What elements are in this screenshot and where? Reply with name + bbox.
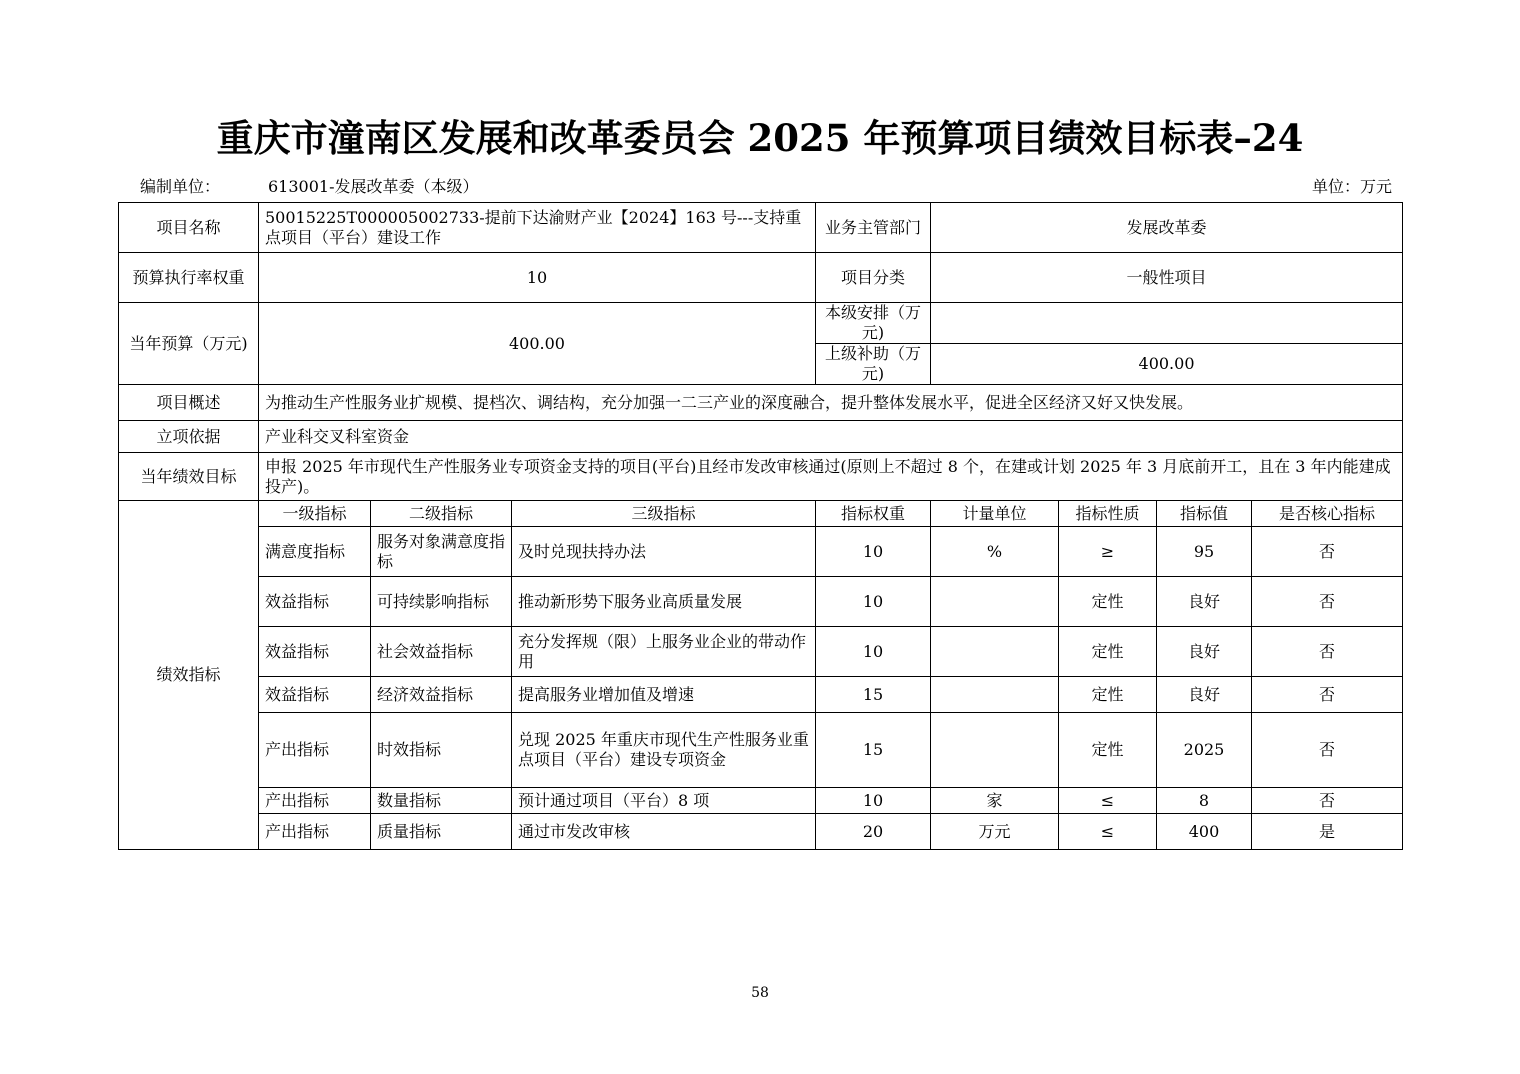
project-name-row xyxy=(119,203,1403,253)
dept-value: 发展改革委 xyxy=(931,203,1403,253)
page-number: 58 xyxy=(751,985,769,1001)
overview-row xyxy=(119,385,1403,421)
local-value xyxy=(931,303,1403,344)
page-title: 重庆市潼南区发展和改革委员会 2025 年预算项目绩效目标表–24 xyxy=(216,116,1304,160)
indicator-level1: 效益指标 xyxy=(259,577,371,627)
budget-label: 当年预算（万元) xyxy=(119,303,259,385)
indicator-row xyxy=(119,627,1403,677)
indicators-section-label: 绩效指标 xyxy=(119,501,259,850)
indicator-level3: 充分发挥规（限）上服务业企业的带动作用 xyxy=(512,627,816,677)
project-name-label: 项目名称 xyxy=(119,203,259,253)
indicator-unit: 万元 xyxy=(931,814,1059,850)
indicator-nature: ≥ xyxy=(1059,527,1157,577)
indicator-level1: 产出指标 xyxy=(259,788,371,814)
project-name-value: 50015225T000005002733-提前下达渝财产业【2024】163 号---支持重点项目（平台）建设工作 xyxy=(259,203,816,253)
header-value: 指标值 xyxy=(1157,501,1252,527)
money-unit: 单位：万元 xyxy=(1311,177,1392,196)
indicator-level3: 及时兑现扶持办法 xyxy=(512,527,816,577)
indicator-core: 否 xyxy=(1252,627,1403,677)
indicator-core: 是 xyxy=(1252,814,1403,850)
indicator-level3: 提高服务业增加值及增速 xyxy=(512,677,816,713)
performance-target-table xyxy=(118,202,1403,850)
indicator-level2: 服务对象满意度指标 xyxy=(371,527,512,577)
superior-label: 上级补助（万元) xyxy=(816,344,931,385)
indicator-nature: 定性 xyxy=(1059,577,1157,627)
header-level3: 三级指标 xyxy=(512,501,816,527)
compiling-unit-value: 613001-发展改革委（本级） xyxy=(268,177,479,196)
weight-label: 预算执行率权重 xyxy=(119,253,259,303)
indicator-value: 400 xyxy=(1157,814,1252,850)
header-core: 是否核心指标 xyxy=(1252,501,1403,527)
indicator-unit xyxy=(931,627,1059,677)
indicator-level2: 数量指标 xyxy=(371,788,512,814)
indicator-nature: 定性 xyxy=(1059,677,1157,713)
indicator-unit: % xyxy=(931,527,1059,577)
indicator-level2: 经济效益指标 xyxy=(371,677,512,713)
indicator-core: 否 xyxy=(1252,527,1403,577)
indicator-row xyxy=(119,814,1403,850)
indicator-row xyxy=(119,527,1403,577)
basis-label: 立项依据 xyxy=(119,421,259,453)
indicator-weight: 10 xyxy=(816,627,931,677)
indicator-value: 良好 xyxy=(1157,677,1252,713)
indicator-nature: ≤ xyxy=(1059,788,1157,814)
indicator-level1: 效益指标 xyxy=(259,677,371,713)
budget-value: 400.00 xyxy=(259,303,816,385)
indicator-core: 否 xyxy=(1252,677,1403,713)
indicator-core: 否 xyxy=(1252,713,1403,788)
indicator-unit xyxy=(931,577,1059,627)
compiling-unit-label: 编制单位： xyxy=(140,177,221,196)
indicator-row xyxy=(119,677,1403,713)
indicator-core: 否 xyxy=(1252,577,1403,627)
indicator-nature: ≤ xyxy=(1059,814,1157,850)
indicator-value: 8 xyxy=(1157,788,1252,814)
goal-label: 当年绩效目标 xyxy=(119,453,259,501)
goal-row xyxy=(119,453,1403,501)
header-level2: 二级指标 xyxy=(371,501,512,527)
indicator-level1: 产出指标 xyxy=(259,713,371,788)
dept-label: 业务主管部门 xyxy=(816,203,931,253)
header-level1: 一级指标 xyxy=(259,501,371,527)
header-nature: 指标性质 xyxy=(1059,501,1157,527)
indicator-value: 95 xyxy=(1157,527,1252,577)
header-weight: 指标权重 xyxy=(816,501,931,527)
weight-row xyxy=(119,253,1403,303)
indicator-core: 否 xyxy=(1252,788,1403,814)
indicator-level2: 质量指标 xyxy=(371,814,512,850)
goal-value: 申报 2025 年市现代生产性服务业专项资金支持的项目(平台)且经市发改审核通过(原则上不超过 8 个，在建或计划 2025 年 3 月底前开工，且在 3 年内能建成投产)。 xyxy=(259,453,1403,501)
indicator-level2: 时效指标 xyxy=(371,713,512,788)
overview-label: 项目概述 xyxy=(119,385,259,421)
category-label: 项目分类 xyxy=(816,253,931,303)
indicator-value: 良好 xyxy=(1157,577,1252,627)
indicator-level1: 产出指标 xyxy=(259,814,371,850)
basis-row xyxy=(119,421,1403,453)
indicator-level2: 社会效益指标 xyxy=(371,627,512,677)
indicator-nature: 定性 xyxy=(1059,627,1157,677)
indicator-level1: 效益指标 xyxy=(259,627,371,677)
indicator-unit xyxy=(931,713,1059,788)
overview-value: 为推动生产性服务业扩规模、提档次、调结构，充分加强一二三产业的深度融合，提升整体发展水平，促进全区经济又好又快发展。 xyxy=(259,385,1403,421)
indicator-value: 2025 xyxy=(1157,713,1252,788)
superior-value: 400.00 xyxy=(931,344,1403,385)
indicator-weight: 15 xyxy=(816,677,931,713)
indicator-weight: 10 xyxy=(816,788,931,814)
category-value: 一般性项目 xyxy=(931,253,1403,303)
indicator-unit xyxy=(931,677,1059,713)
indicator-weight: 20 xyxy=(816,814,931,850)
indicator-value: 良好 xyxy=(1157,627,1252,677)
budget-row xyxy=(119,303,1403,344)
weight-value: 10 xyxy=(259,253,816,303)
indicator-unit: 家 xyxy=(931,788,1059,814)
indicator-header-row xyxy=(119,501,1403,527)
header-unit: 计量单位 xyxy=(931,501,1059,527)
indicator-weight: 10 xyxy=(816,527,931,577)
indicator-level2: 可持续影响指标 xyxy=(371,577,512,627)
indicator-level3: 兑现 2025 年重庆市现代生产性服务业重点项目（平台）建设专项资金 xyxy=(512,713,816,788)
indicator-row xyxy=(119,577,1403,627)
basis-value: 产业科交叉科室资金 xyxy=(259,421,1403,453)
indicator-weight: 15 xyxy=(816,713,931,788)
indicator-level3: 通过市发改审核 xyxy=(512,814,816,850)
indicator-level1: 满意度指标 xyxy=(259,527,371,577)
indicator-weight: 10 xyxy=(816,577,931,627)
indicator-row xyxy=(119,788,1403,814)
indicator-row xyxy=(119,713,1403,788)
indicator-nature: 定性 xyxy=(1059,713,1157,788)
local-label: 本级安排（万元) xyxy=(816,303,931,344)
indicator-level3: 预计通过项目（平台）8 项 xyxy=(512,788,816,814)
indicator-level3: 推动新形势下服务业高质量发展 xyxy=(512,577,816,627)
